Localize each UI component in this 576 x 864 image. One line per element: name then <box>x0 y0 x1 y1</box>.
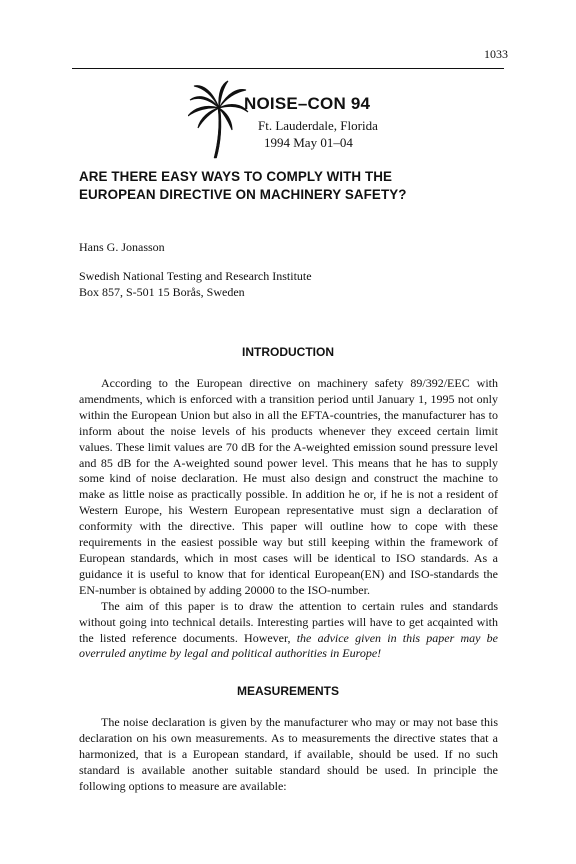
palm-tree-icon <box>188 80 250 160</box>
paper-title <box>79 168 509 204</box>
affiliation-institute: Swedish National Testing and Research Institute <box>79 269 312 283</box>
conference-location: Ft. Lauderdale, Florida <box>258 118 378 133</box>
affiliation-address: Box 857, S-501 15 Borås, Sweden <box>79 285 245 299</box>
introduction-paragraph-2-text: The aim of this paper is to draw the attention to certain rules and standards without going into technical details. Interesting parties will have to get acqainted with the listed reference documents. However, <box>79 598 498 645</box>
conference-name: NOISE–CON 94 <box>244 94 371 113</box>
header-rule <box>72 68 504 69</box>
author-name: Hans G. Jonasson <box>79 240 165 254</box>
introduction-body <box>79 376 498 662</box>
measurements-heading: MEASUREMENTS <box>236 684 339 698</box>
introduction-paragraph-2-italic: the advice given in this paper may be overruled anytime by legal and political authorities in Europe! <box>79 630 498 661</box>
introduction-paragraph-1: According to the European directive on machinery safety 89/392/EEC with amendments, which is enforced with a transition period until January 1, 1995 not only within the European Union but also in all the EFTA-countries, the manufacturer has to inform about the noise levels of his products whenever they exceed certain limit values. These limit values are 70 dB for the A-weighted emission sound pressure level and 85 dB for the A-weighted sound power level. This means that he has to supply some kind of noise declaration. He must also design and construct the machine to make as little noise as practically possible. In addition he or, if he is not a resident of Western Europe, his Western European representative must sign a declaration of conformity with the directive. This paper will outline how to cope with these requirements in the easiest possible way but still keeping within the framework of European standards, which in most cases will be identical to ISO standards. As a guidance it is useful to know that for identical European(EN) and ISO-standards the EN-number is obtained by adding 20000 to the ISO-number. <box>79 376 498 597</box>
measurements-paragraph-1: The noise declaration is given by the manufacturer who may or may not base this declaration on his own measurements. As to measurements the directive states that a harmonized, that is a European standard, if available, should be used. If no such standard is available another suitable standard should be used. In principle the following options to measure are available: <box>79 715 498 793</box>
paper-title-line-2: EUROPEAN DIRECTIVE ON MACHINERY SAFETY? <box>79 187 407 202</box>
page-number: 1033 <box>484 47 508 61</box>
author-affiliation <box>79 268 312 300</box>
conference-dates: 1994 May 01–04 <box>264 135 353 150</box>
introduction-heading: INTRODUCTION <box>242 345 334 359</box>
measurements-body <box>79 715 498 795</box>
paper-title-line-1: ARE THERE EASY WAYS TO COMPLY WITH THE <box>79 169 393 184</box>
introduction-paragraph-2 <box>79 599 498 663</box>
